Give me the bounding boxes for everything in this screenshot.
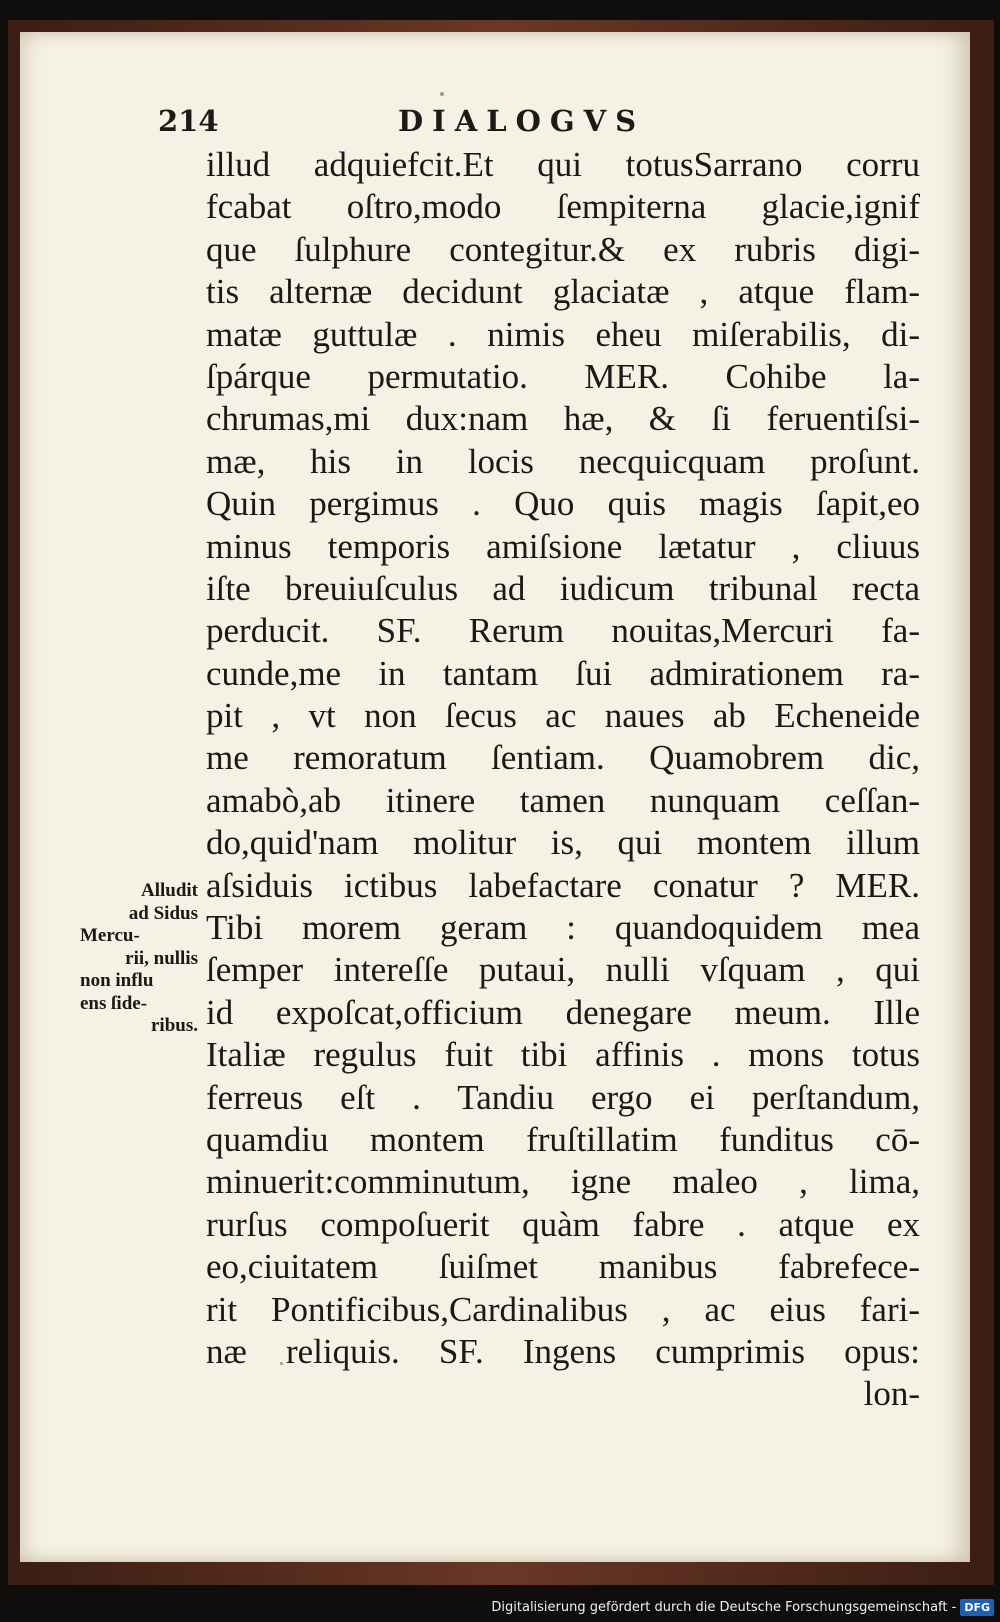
margin-note-line: ens ſide- [80, 992, 148, 1014]
text-line: Tibi morem geram : quandoquidem mea [206, 908, 920, 948]
page-number: 214 [158, 104, 219, 138]
margin-note-line: Alludit [140, 880, 198, 901]
text-line: me remoratum ſentiam. Quamobrem dic, [206, 738, 920, 778]
text-line: ſpárque permutatio. MER. Cohibe la- [206, 356, 920, 396]
dfg-logo: DFG [960, 1599, 994, 1616]
text-line: rurſus compoſuerit quàm fabre . atque ex [206, 1204, 920, 1244]
text-line: perducit. SF. Rerum nouitas,Mercuri fa- [206, 611, 920, 651]
margin-note-line: ad Sidus [128, 902, 198, 924]
text-line: rit Pontificibus,Cardinalibus , ac eius fari- [206, 1289, 920, 1329]
text-line: matæ guttulæ . nimis eheu miſerabilis, di- [206, 314, 920, 354]
text-line: quamdiu montem fruſtillatim funditus cō- [206, 1119, 920, 1159]
margin-note-line: Mercu- [80, 925, 140, 946]
text-line: illud adquiefcit.Et qui totusSarrano corru [206, 145, 920, 184]
text-line: Quin pergimus . Quo quis magis ſapit,eo [206, 484, 920, 524]
running-title: DIALOGVS [398, 104, 646, 138]
text-line: ferreus eſt . Tandiu ergo ei perſtandum, [206, 1077, 920, 1117]
margin-note [80, 880, 198, 1038]
margin-note-line: rii, nullis [125, 947, 198, 969]
text-line: aſsiduis ictibus labefactare conatur ? MER. [206, 865, 920, 905]
main-text [206, 144, 920, 1416]
text-line: que ſulphure contegitur.& ex rubris digi- [206, 229, 920, 269]
text-line: minuerit:comminutum, igne maleo , lima, [206, 1162, 920, 1202]
text-line: amabò,ab itinere tamen nunquam ceſſan- [206, 780, 920, 820]
footer-credit-text: Digitalisierung gefördert durch die Deutsche Forschungsgemeinschaft - [491, 1599, 957, 1615]
footer-credit [491, 1596, 994, 1618]
text-line: lon- [863, 1374, 920, 1414]
margin-note-line: non influ [80, 970, 154, 991]
text-line: iſte breuiuſculus ad iudicum tribunal recta [206, 568, 920, 608]
text-line: cunde,me in tantam ſui admirationem ra- [206, 653, 920, 693]
text-line: pit , vt non ſecus ac naues ab Echeneide [206, 696, 920, 736]
text-line: chrumas,mi dux:nam hæ, & ſi feruentiſsi- [206, 399, 920, 439]
text-line: næ reliquis. SF. Ingens cumprimis opus: [206, 1331, 920, 1371]
running-head [158, 104, 718, 148]
text-line: mæ, his in locis necquicquam proſunt. [206, 441, 920, 481]
text-line: Italiæ regulus fuit tibi affinis . mons totus [206, 1035, 920, 1075]
text-line: tis alternæ decidunt glaciatæ , atque flam- [206, 272, 920, 312]
text-line: fcabat oſtro,modo ſempiterna glacie,ignif [206, 187, 920, 227]
text-line: eo,ciuitatem ſuiſmet manibus fabrefece- [206, 1247, 920, 1287]
text-line: id expoſcat,officium denegare meum. Ille [206, 992, 920, 1032]
text-line: minus temporis amiſsione lætatur , cliuus [206, 526, 920, 566]
text-line: do,quid'nam molitur is, qui montem illum [206, 823, 920, 863]
text-line: ſemper intereſſe putaui, nulli vſquam , qui [206, 950, 920, 990]
margin-note-line: ribus. [151, 1015, 198, 1036]
